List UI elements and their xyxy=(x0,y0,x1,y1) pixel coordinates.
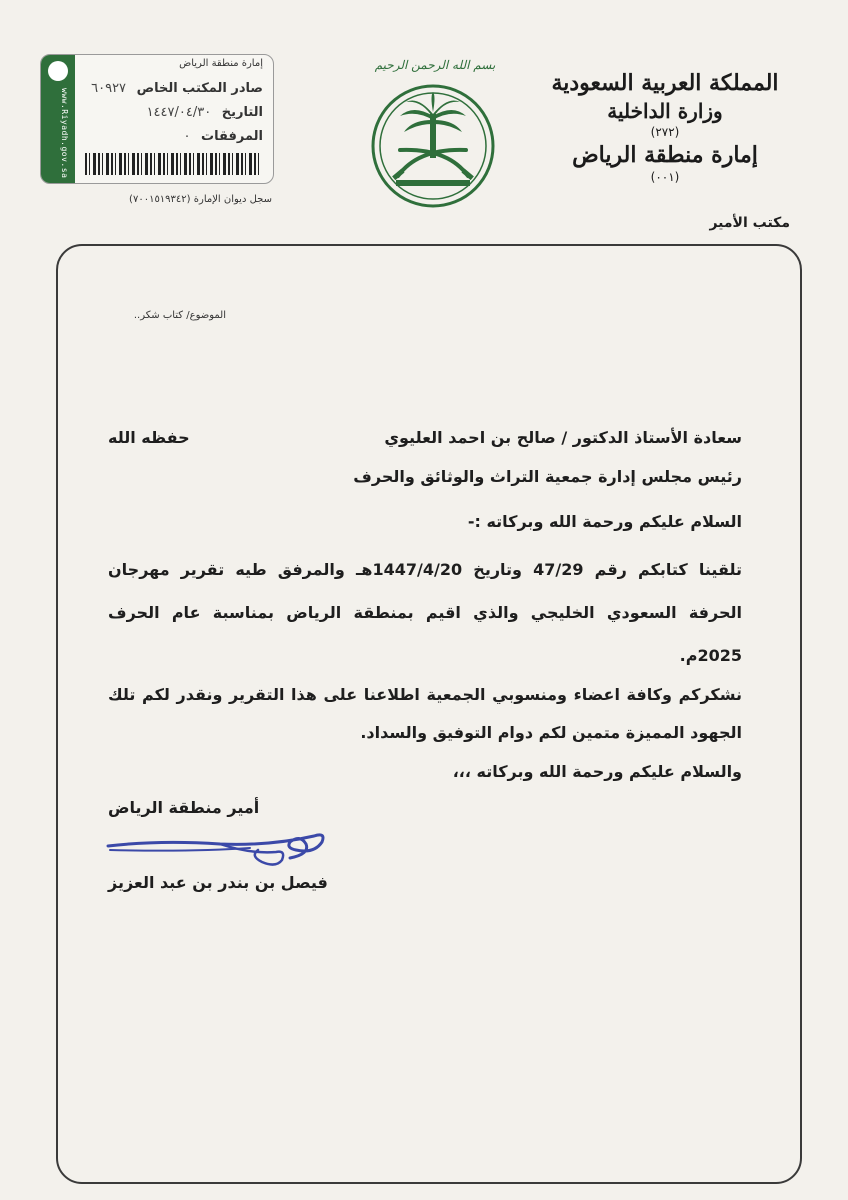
stamp-attachments-value: ٠ xyxy=(183,129,191,144)
paragraph-report: تلقينا كتابكم رقم 47/29 وتاريخ 1447/4/20هـ والمرفق طيه تقرير مهرجان الحرفة السعودي الخليجي والذي اقيم بمنطقة الرياض بمناسبة عام الحرف 2025م. xyxy=(108,560,743,665)
stamp-website: www.Riyadh.gov.sa xyxy=(60,87,69,179)
barcode xyxy=(85,153,261,175)
stamp-date xyxy=(147,105,263,120)
stamp-attachments-label: المرفقات xyxy=(201,129,263,144)
region-code: (٠٠١) xyxy=(650,170,680,184)
region-name: إمارة منطقة الرياض xyxy=(572,142,758,168)
honorific: حفظه الله xyxy=(108,428,190,447)
registry-number: سجل ديوان الإمارة (٧٠٠١٥١٩٣٤٢) xyxy=(129,194,272,205)
stamp-emblem-icon xyxy=(48,61,68,81)
closing: والسلام عليكم ورحمة الله وبركاته ،،، xyxy=(452,762,742,781)
subject-line: الموضوع/ كتاب شكر.. xyxy=(133,310,226,321)
stamp-number xyxy=(91,81,263,96)
paragraph-thanks: نشكركم وكافة اعضاء ومنسوبي الجمعية اطلاعنا على هذا التقرير ونقدر لكم تلك الجهود المميزة متمين لكم دوام التوفيق والسداد. xyxy=(108,685,742,742)
ministry-code: (٢٧٢) xyxy=(650,125,680,139)
outgoing-stamp xyxy=(40,54,274,184)
addressee-role: رئيس مجلس إدارة جمعية التراث والوثائق والحرف xyxy=(353,467,742,486)
stamp-number-value: ٦٠٩٢٧ xyxy=(91,81,127,96)
saudi-emblem-icon xyxy=(368,80,498,212)
basmala: بسم الله الرحمن الرحيم xyxy=(374,58,496,72)
stamp-side-band xyxy=(41,55,75,183)
stamp-attachments xyxy=(184,129,263,144)
signer-title: أمير منطقة الرياض xyxy=(108,798,260,817)
handwritten-signature xyxy=(100,820,340,870)
stamp-number-label: صادر المكتب الخاص xyxy=(136,81,263,96)
ministry-name: وزارة الداخلية xyxy=(607,99,723,123)
ministry-heading xyxy=(540,68,790,184)
kingdom-name: المملكة العربية السعودية xyxy=(551,70,779,96)
addressee: سعادة الأستاذ الدكتور / صالح بن احمد العليوي xyxy=(384,428,742,447)
stamp-title: إمارة منطقة الرياض xyxy=(179,58,263,69)
office-name: مكتب الأمير xyxy=(709,215,790,231)
stamp-date-value: ١٤٤٧/٠٤/٣٠ xyxy=(146,105,212,120)
stamp-date-label: التاريخ xyxy=(221,105,263,120)
greeting: السلام عليكم ورحمة الله وبركاته :- xyxy=(467,512,742,531)
signer-name: فيصل بن بندر بن عبد العزيز xyxy=(108,873,328,892)
